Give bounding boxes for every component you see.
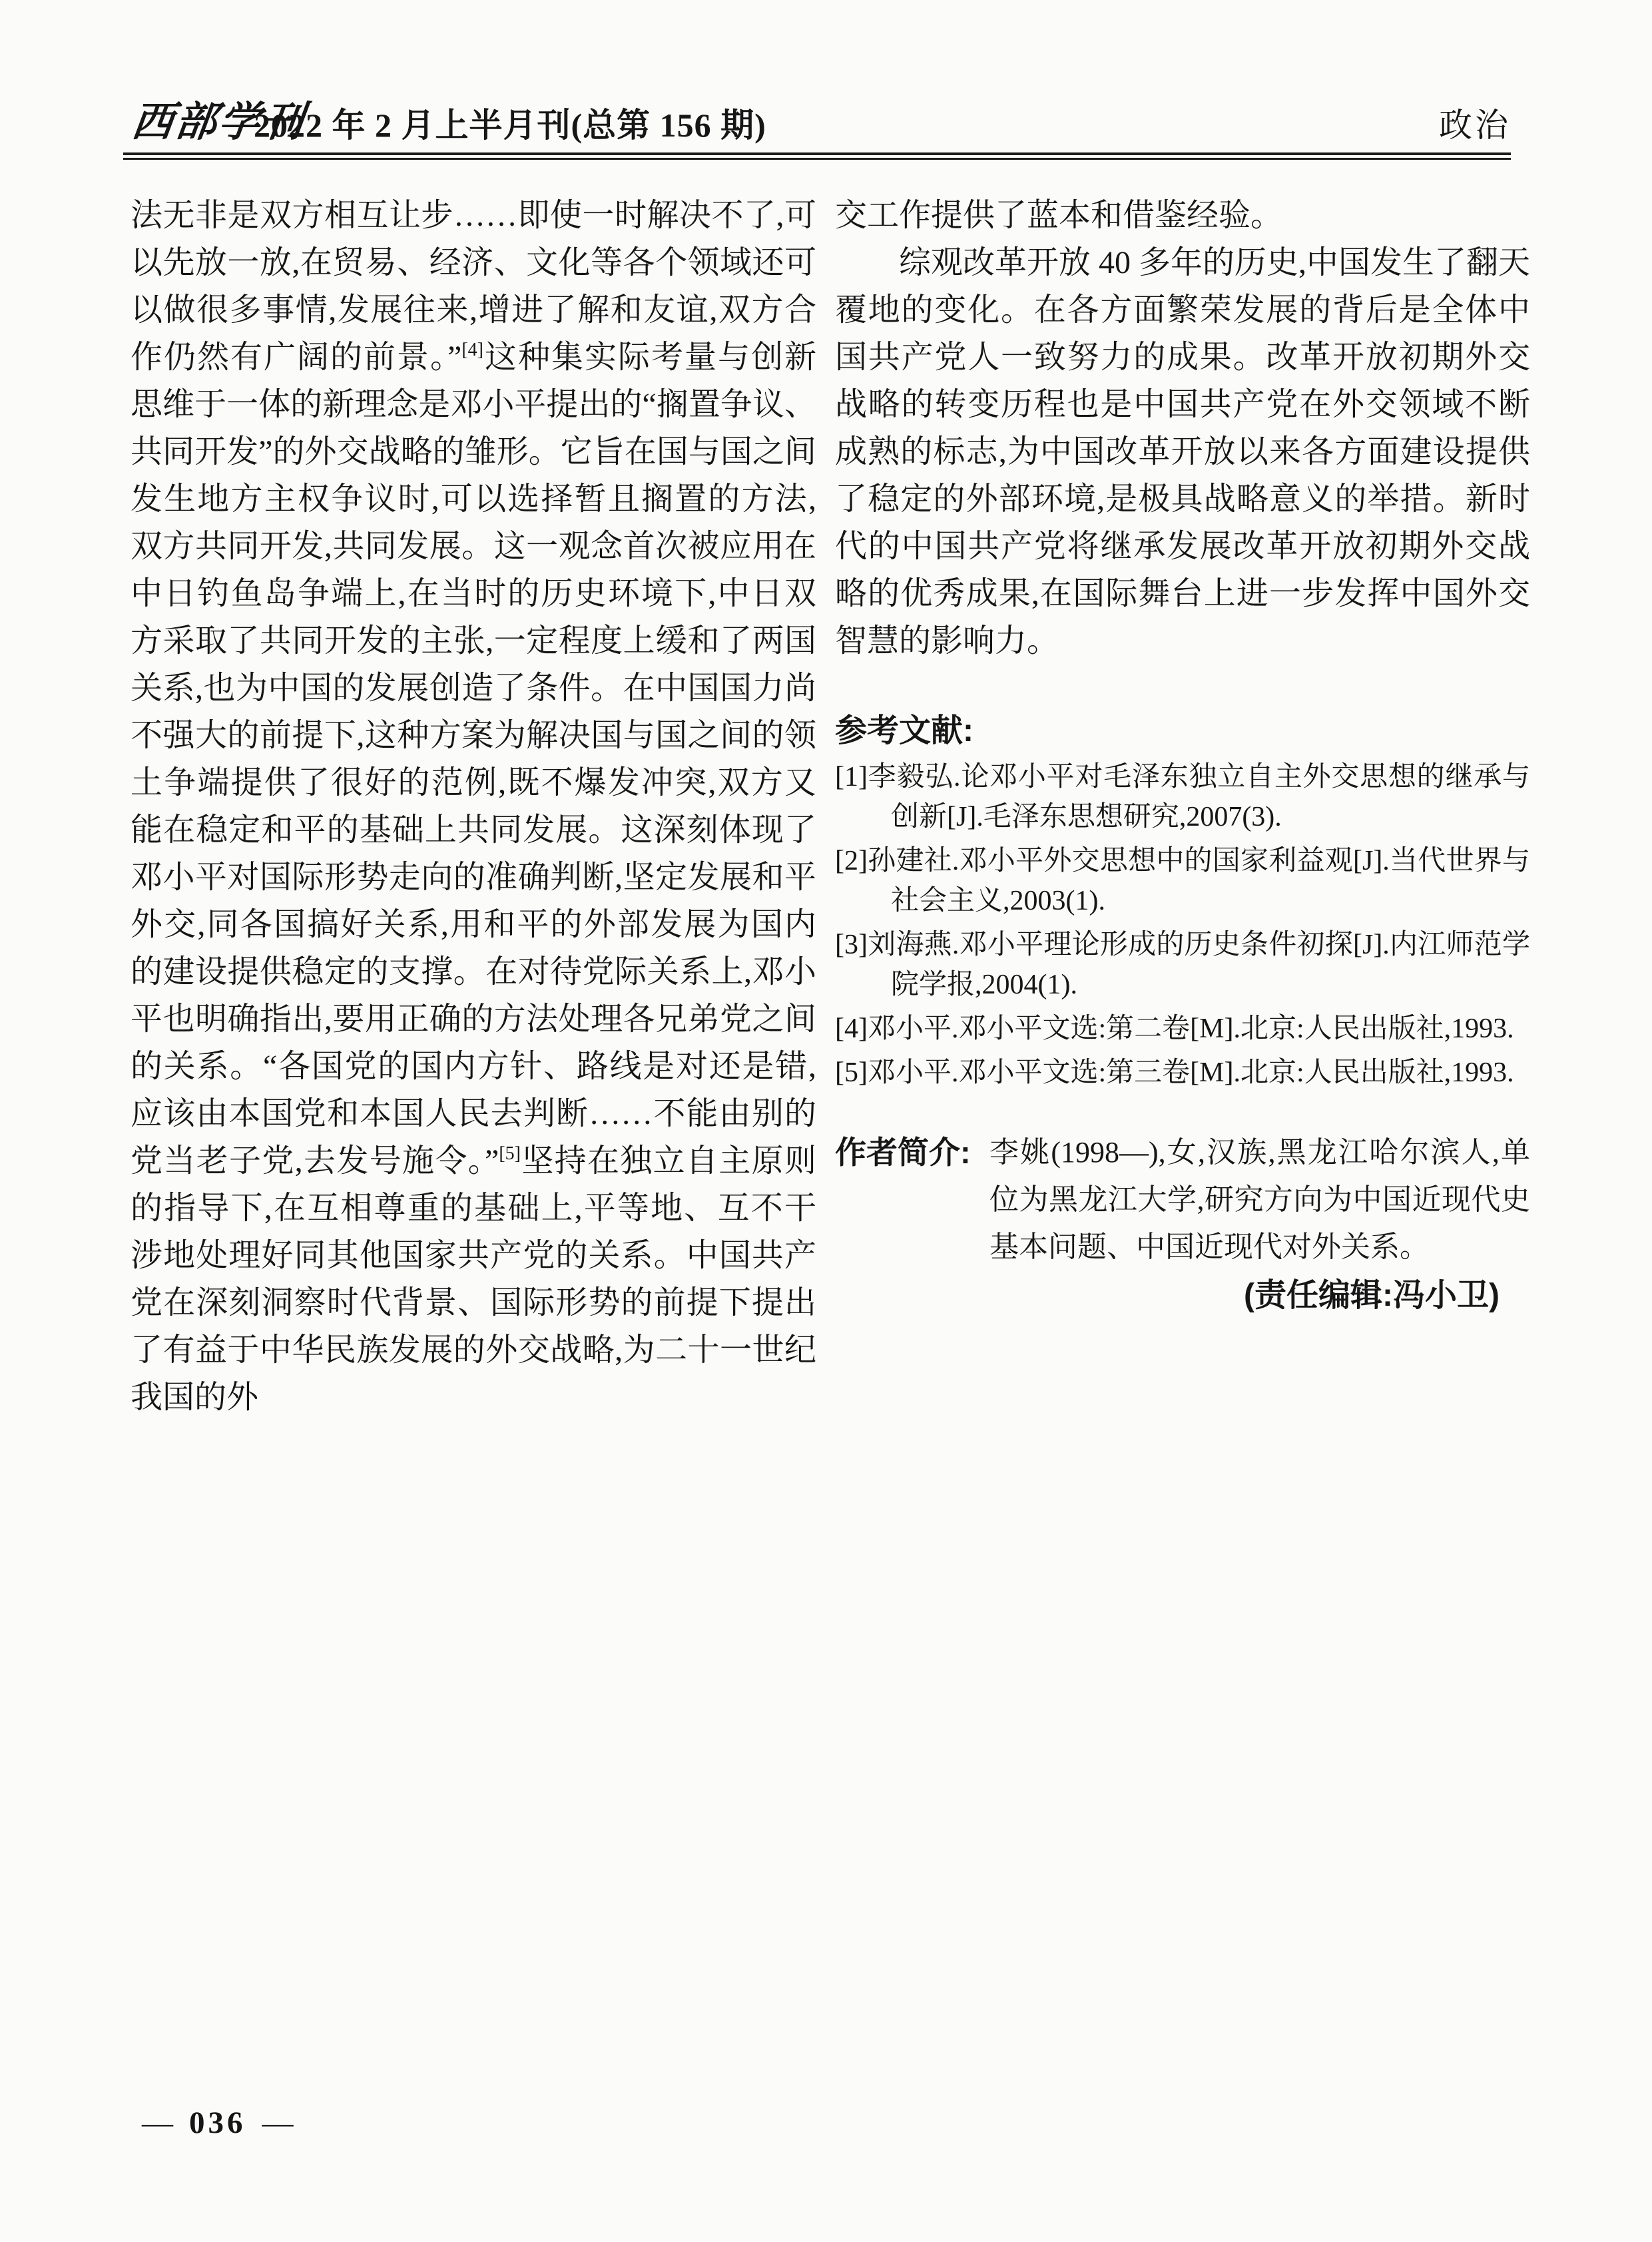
page-number-dash-right: — (262, 2105, 294, 2140)
left-column (131, 192, 816, 1421)
page-number: 036 (189, 2105, 246, 2140)
reference-item: [3]刘海燕.邓小平理论形成的历史条件初探[J].内江师范学院学报,2004(1). (835, 930, 1530, 1000)
section-label: 政治 (1439, 107, 1511, 144)
right-column-body (835, 192, 1530, 665)
references-section (835, 707, 1530, 1097)
citation-marker: [5] (499, 1143, 521, 1164)
author-section (835, 1129, 1530, 1319)
body-paragraph-end: 交工作提供了蓝本和借鉴经验。 (835, 198, 1283, 233)
reference-item: [4]邓小平.邓小平文选:第二卷[M].北京:人民出版社,1993. (835, 1013, 1514, 1044)
header-double-rule (123, 152, 1511, 160)
editor-note: (责任编辑:冯小卫) (1244, 1278, 1500, 1313)
journal-issue-info: 2022 年 2 月上半月刊(总第 156 期) (254, 107, 766, 144)
journal-logo: 西部学刊 (129, 100, 308, 145)
references-heading: 参考文献: (835, 713, 973, 748)
author-label: 作者简介: (835, 1135, 971, 1170)
reference-item: [5]邓小平.邓小平文选:第三卷[M].北京:人民出版社,1993. (835, 1057, 1514, 1088)
page-header (123, 97, 1512, 153)
body-paragraph-left: 法无非是双方相互让步……即使一时解决不了,可以先放一放,在贸易、经济、文化等各个领域还可以做很多事情,发展往来,增进了解和友谊,双方合作仍然有广阔的前景。”[4]这种集实际考量与创新思维于一体的新理念是邓小平提出的“搁置争议、共同开发”的外交战略的雏形。它旨在国与国之间发生地方主权争议时,可以选择暂且搁置的方法,双方共同开发,共同发展。这一观念首次被应用在中日钓鱼岛争端上,在当时的历史环境下,中日双方采取了共同开发的主张,一定程度上缓和了两国关系,也为中国的发展创造了条件。在中国国力尚不强大的前提下,这种方案为解决国与国之间的领土争端提供了很好的范例,既不爆发冲突,双方又能在稳定和平的基础上共同发展。这深刻体现了邓小平对国际形势走向的准确判断,坚定发展和平外交,同各国搞好关系,用和平的外部发展为国内的建设提供稳定的支撑。在对待党际关系上,邓小平也明确指出,要用正确的方法处理各兄弟党之间的关系。“各国党的国内方针、路线是对还是错,应该由本国党和本国人民去判断……不能由别的党当老子党,去发号施令。”[5]坚持在独立自主原则的指导下,在互相尊重的基础上,平等地、互不干涉地处理好同其他国家共产党的关系。中国共产党在深刻洞察时代背景、国际形势的前提下提出了有益于中华民族发展的外交战略,为二十一世纪我国的外 (131, 198, 816, 1415)
citation-marker: [4] (461, 340, 483, 360)
reference-item: [1]李毅弘.论邓小平对毛泽东独立自主外交思想的继承与创新[J].毛泽东思想研究,2007(3). (835, 762, 1530, 832)
page-number-dash-left: — (142, 2105, 173, 2140)
body-paragraph-conclusion: 综观改革开放 40 多年的历史,中国发生了翻天覆地的变化。在各方面繁荣发展的背后是全体中国共产党人一致努力的成果。改革开放初期外交战略的转变历程也是中国共产党在外交领域不断成熟的标志,为中国改革开放以来各方面建设提供了稳定的外部环境,是极具战略意义的举措。新时代的中国共产党将继承发展改革开放初期外交战略的优秀成果,在国际舞台上进一步发挥中国外交智慧的影响力。 (835, 245, 1531, 659)
author-row (835, 1129, 1530, 1270)
reference-item: [2]孙建社.邓小平外交思想中的国家利益观[J].当代世界与社会主义,2003(1). (835, 846, 1530, 916)
author-bio: 李姚(1998—),女,汉族,黑龙江哈尔滨人,单位为黑龙江大学,研究方向为中国近现代史基本问题、中国近现代对外关系。 (989, 1136, 1530, 1263)
page-footer (142, 2102, 294, 2144)
